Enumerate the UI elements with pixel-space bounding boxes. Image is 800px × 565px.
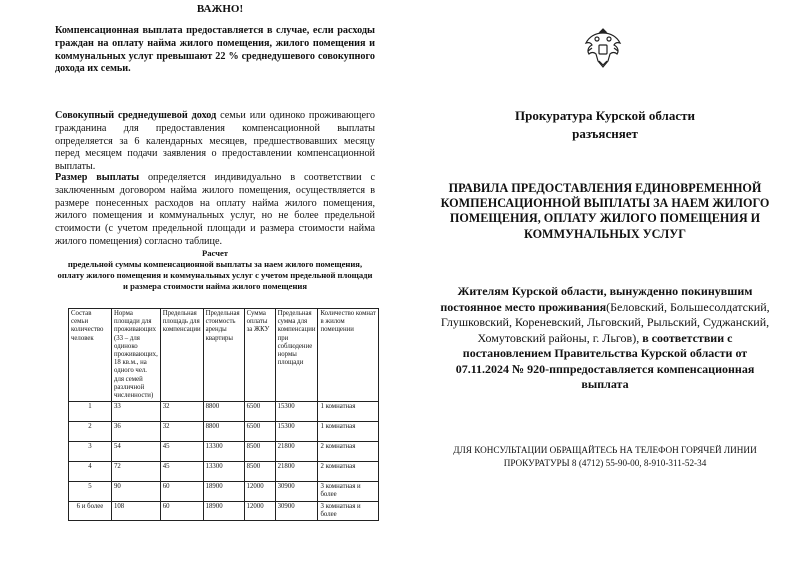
calc-subtitle: предельной суммы компенсационной выплаты за наем жилого помещения, оплату жилого помещения и коммунальных услуг с учетом предельной площади и размера стоимости найма жилого помещения [57, 259, 373, 292]
important-heading: ВАЖНО! [196, 3, 244, 15]
main-title: ПРАВИЛА ПРЕДОСТАВЛЕНИЯ ЕДИНОВРЕМЕННОЙ КОМПЕНСАЦИОННОЙ ВЫПЛАТЫ ЗА НАЕМ ЖИЛОГО ПОМЕЩЕНИЯ, ОПЛАТУ ЖИЛОГО ПОМЕЩЕНИЯ И КОММУНАЛЬНЫХ УСЛУГ [440, 181, 770, 241]
table-cell: 4 [69, 462, 112, 482]
table-cell: 12000 [244, 501, 275, 520]
org-name: Прокуратура Курской области [514, 108, 695, 123]
col-norm-area: Норма площади для проживающих (33 – для одиноко проживающих, 18 кв.м., на одного чел. для семей различной численности) [112, 309, 161, 402]
table-cell: 32 [160, 402, 203, 422]
table-cell: 8800 [203, 402, 244, 422]
residents-heading: Жителям Курской области, вынужденно покинувшим постоянное место проживания [440, 284, 753, 314]
table-row [69, 402, 379, 422]
table-row [69, 501, 379, 520]
residents-info [440, 284, 770, 393]
table-header-row [69, 309, 379, 402]
table-cell: 15300 [275, 422, 318, 442]
paragraph-condition: Компенсационная выплата предоставляется в случае, если расходы граждан на оплату найма жилого помещения, жилого помещения и коммунальных услуг превышают 22 % среднедушевого совокупного дохода их семьи. [55, 25, 375, 75]
table-cell: 5 [69, 482, 112, 501]
table-cell: 8500 [244, 442, 275, 462]
table-cell: 2 комнатная [318, 442, 379, 462]
table-cell: 1 комнатная [318, 402, 379, 422]
amount-text: определяется индивидуально в соответствии с заключенным договором найма жилого помещения, осуществляется в размере понесенных расходов на оплату найма жилого помещения, жилого помещения и коммунальных услуг, но не более предельной стоимости (с учетом предельной площади и размера стоимости найма жилого помещения) согласно таблице. [55, 172, 375, 247]
table-cell: 90 [112, 482, 161, 501]
decree-text: в соответствии с постановлением Правительства Курской области от 07.11.2024 № 920-пппредоставляется компенсационная выплата [455, 330, 755, 391]
table-cell: 54 [112, 442, 161, 462]
table-cell: 3 комнатная и более [318, 501, 379, 520]
table-cell: 21800 [275, 462, 318, 482]
table-cell: 60 [160, 501, 203, 520]
table-cell: 15300 [275, 402, 318, 422]
coat-of-arms-icon [583, 25, 623, 71]
col-rent: Предельная стоимость аренды квартиры [203, 309, 244, 402]
table-cell: 13300 [203, 442, 244, 462]
col-utilities: Сумма оплаты за ЖКУ [244, 309, 275, 402]
table-cell: 6500 [244, 402, 275, 422]
table-cell: 32 [160, 422, 203, 442]
table-cell: 8500 [244, 462, 275, 482]
table-cell: 2 комнатная [318, 462, 379, 482]
paragraph-amount [55, 172, 375, 249]
table-cell: 21800 [275, 442, 318, 462]
table-cell: 30900 [275, 501, 318, 520]
col-limit-sum: Предельная сумма для компенсации при соблюдение нормы площади [275, 309, 318, 402]
table-row [69, 482, 379, 501]
table-row [69, 462, 379, 482]
paragraph-income [55, 110, 375, 174]
table-cell: 6500 [244, 422, 275, 442]
table-cell: 13300 [203, 462, 244, 482]
table-cell: 1 комнатная [318, 422, 379, 442]
table-cell: 72 [112, 462, 161, 482]
col-family: Состав семьи количество человек [69, 309, 112, 402]
table-cell: 3 [69, 442, 112, 462]
hotline-contact: ДЛЯ КОНСУЛЬТАЦИИ ОБРАЩАЙТЕСЬ НА ТЕЛЕФОН ГОРЯЧЕЙ ЛИНИИ ПРОКУРАТУРЫ 8 (4712) 55-90-00, 8-910-311-52-34 [453, 445, 757, 468]
table-cell: 2 [69, 422, 112, 442]
col-rooms: Количество комнат в жилом помещении [318, 309, 379, 402]
table-cell: 33 [112, 402, 161, 422]
income-term: Совокупный среднедушевой доход [55, 110, 217, 121]
districts-list: (Беловский, Большесолдатский, Глушковский, Кореневский, Льговский, Рыльский, Суджанский, Хомутовский районы, г. Льгов), [440, 299, 770, 345]
table-cell: 3 комнатная и более [318, 482, 379, 501]
table-cell: 108 [112, 501, 161, 520]
table-cell: 60 [160, 482, 203, 501]
col-limit-area: Предельная площадь для компенсации [160, 309, 203, 402]
table-cell: 8800 [203, 422, 244, 442]
compensation-table [68, 308, 379, 521]
table-cell: 45 [160, 462, 203, 482]
table-cell: 18900 [203, 501, 244, 520]
table-cell: 30900 [275, 482, 318, 501]
table-cell: 1 [69, 402, 112, 422]
table-cell: 12000 [244, 482, 275, 501]
amount-term: Размер выплаты [55, 172, 140, 183]
table-cell: 45 [160, 442, 203, 462]
table-row [69, 422, 379, 442]
income-text: семьи или одиноко проживающего гражданина для предоставления компенсационной выплаты определяется за 6 календарных месяцев, предшествовавших месяцу перед месяцем подачи заявления о предоставлении компенсационной выплаты. [55, 110, 375, 173]
table-row [69, 442, 379, 462]
table-cell: 36 [112, 422, 161, 442]
table-cell: 6 и более [69, 501, 112, 520]
table-cell: 18900 [203, 482, 244, 501]
org-explains: разъясняет [572, 126, 638, 141]
calc-title: Расчет [201, 248, 229, 258]
